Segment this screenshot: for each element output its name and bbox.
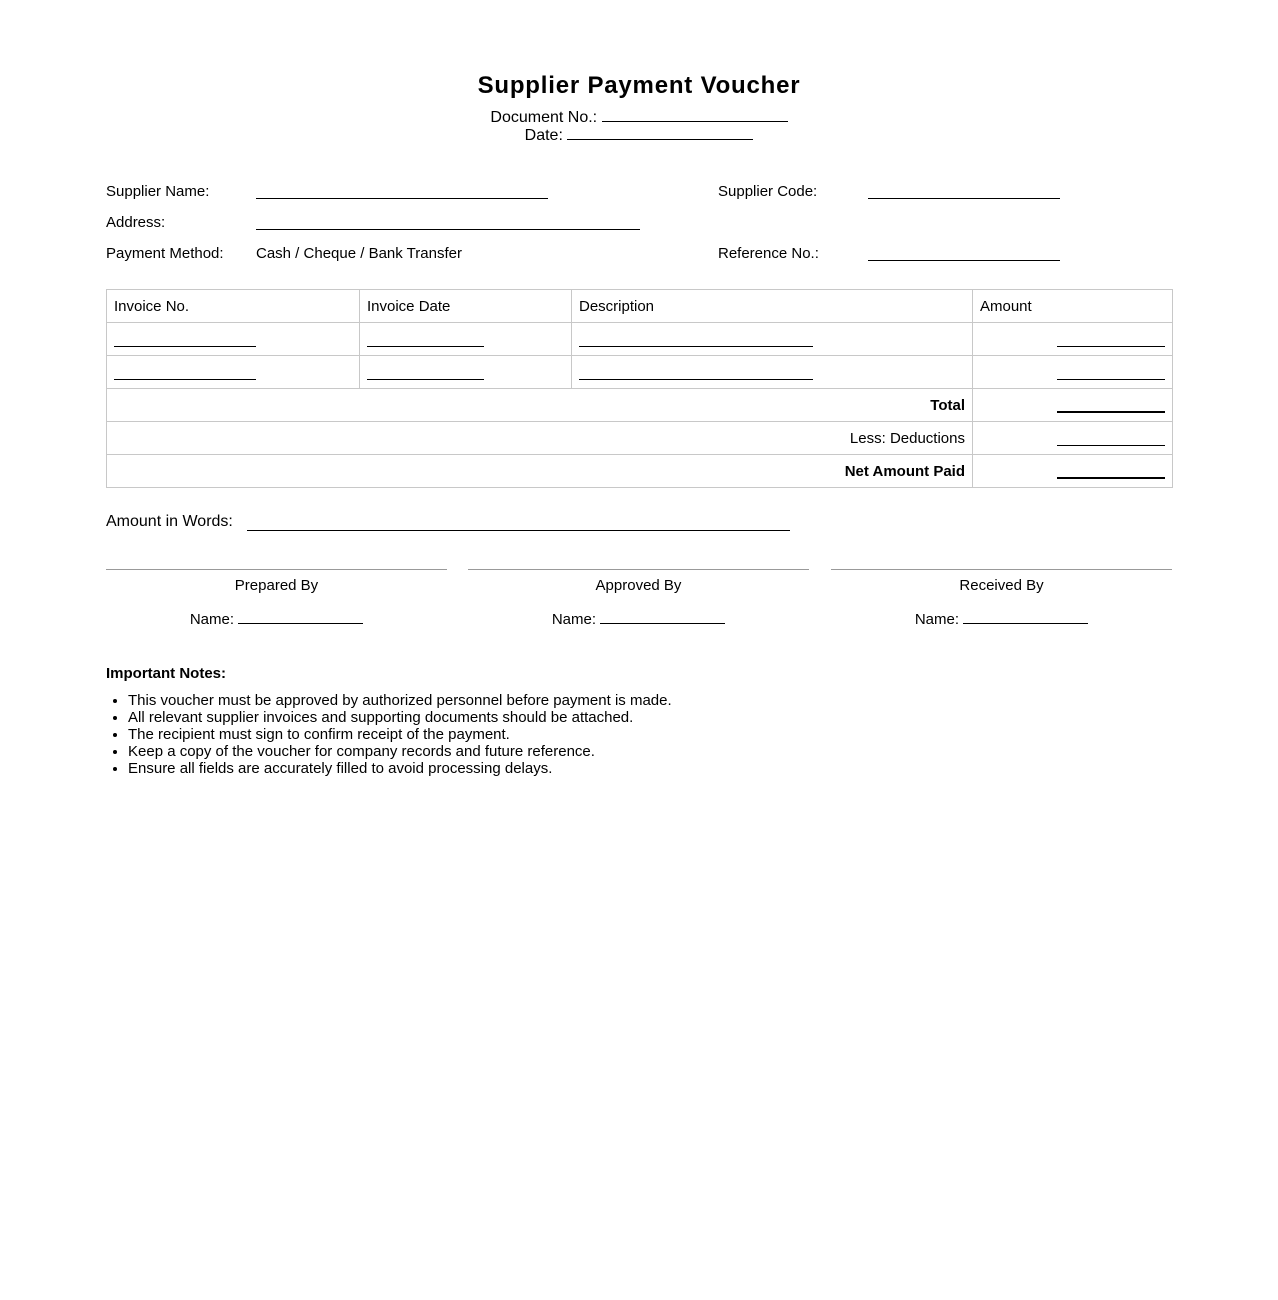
signature-received-by	[831, 569, 1172, 628]
date-label: Date:	[524, 127, 563, 144]
supplier-code-label: Supplier Code:	[718, 183, 818, 200]
net-amount-row	[107, 455, 1173, 488]
address-label: Address:	[106, 214, 166, 231]
payment-method-value[interactable]: Cash / Cheque / Bank Transfer	[256, 245, 462, 262]
column-header-invoice-no: Invoice No.	[107, 290, 360, 323]
net-amount-cell[interactable]	[973, 455, 1173, 488]
received-by-label: Received By	[959, 577, 1044, 594]
payment-method-label: Payment Method:	[106, 245, 224, 262]
supplier-name-field[interactable]	[256, 198, 548, 199]
notes-title: Important Notes:	[106, 665, 226, 682]
invoice-table	[106, 289, 1173, 488]
supplier-name-label: Supplier Name:	[106, 183, 210, 200]
prepared-by-name-row	[106, 610, 447, 628]
approved-by-name-row	[468, 610, 809, 628]
prepared-by-name-field[interactable]	[238, 610, 363, 624]
date-field[interactable]	[567, 126, 753, 140]
approved-by-name-field[interactable]	[600, 610, 725, 624]
total-amount-cell[interactable]	[973, 389, 1173, 422]
invoice-no-cell[interactable]	[107, 323, 360, 356]
description-cell[interactable]	[572, 356, 973, 389]
amount-in-words-field[interactable]	[247, 530, 790, 531]
column-header-invoice-date: Invoice Date	[360, 290, 572, 323]
name-label: Name:	[551, 611, 596, 628]
table-row	[107, 323, 1173, 356]
amount-cell[interactable]	[973, 323, 1173, 356]
document-no-field[interactable]	[602, 108, 788, 122]
signature-line[interactable]	[831, 569, 1172, 570]
deductions-label: Less: Deductions	[107, 422, 973, 455]
description-cell[interactable]	[572, 323, 973, 356]
invoice-date-cell[interactable]	[360, 356, 572, 389]
signature-prepared-by	[106, 569, 447, 628]
prepared-by-label: Prepared By	[234, 577, 319, 594]
amount-cell[interactable]	[973, 356, 1173, 389]
table-row	[107, 356, 1173, 389]
address-field[interactable]	[256, 229, 640, 230]
received-by-name-row	[831, 610, 1172, 628]
signature-line[interactable]	[468, 569, 809, 570]
approved-by-label: Approved By	[595, 577, 682, 594]
reference-no-field[interactable]	[868, 260, 1060, 261]
invoice-no-cell[interactable]	[107, 356, 360, 389]
notes-list	[106, 692, 672, 777]
reference-no-label: Reference No.:	[718, 245, 819, 262]
total-label: Total	[107, 389, 973, 422]
column-header-description: Description	[572, 290, 973, 323]
list-item: • Keep a copy of the voucher for company records and future reference.	[128, 743, 672, 760]
page-title: Supplier Payment Voucher	[477, 72, 801, 99]
total-row	[107, 389, 1173, 422]
list-item: • Ensure all fields are accurately filled to avoid processing delays.	[128, 760, 672, 777]
date-row	[0, 126, 1278, 145]
list-item: • All relevant supplier invoices and supporting documents should be attached.	[128, 709, 672, 726]
signature-line[interactable]	[106, 569, 447, 570]
table-header-row	[107, 290, 1173, 323]
invoice-date-cell[interactable]	[360, 323, 572, 356]
name-label: Name:	[914, 611, 959, 628]
deductions-amount-cell[interactable]	[973, 422, 1173, 455]
document-no-row	[0, 108, 1278, 127]
list-item: • The recipient must sign to confirm receipt of the payment.	[128, 726, 672, 743]
amount-in-words-label: Amount in Words:	[106, 513, 233, 530]
supplier-code-field[interactable]	[868, 198, 1060, 199]
net-amount-label: Net Amount Paid	[107, 455, 973, 488]
signature-approved-by	[468, 569, 809, 628]
document-no-label: Document No.:	[490, 109, 598, 126]
column-header-amount: Amount	[973, 290, 1173, 323]
list-item: • This voucher must be approved by authorized personnel before payment is made.	[128, 692, 672, 709]
deductions-row	[107, 422, 1173, 455]
received-by-name-field[interactable]	[963, 610, 1088, 624]
name-label: Name:	[189, 611, 234, 628]
